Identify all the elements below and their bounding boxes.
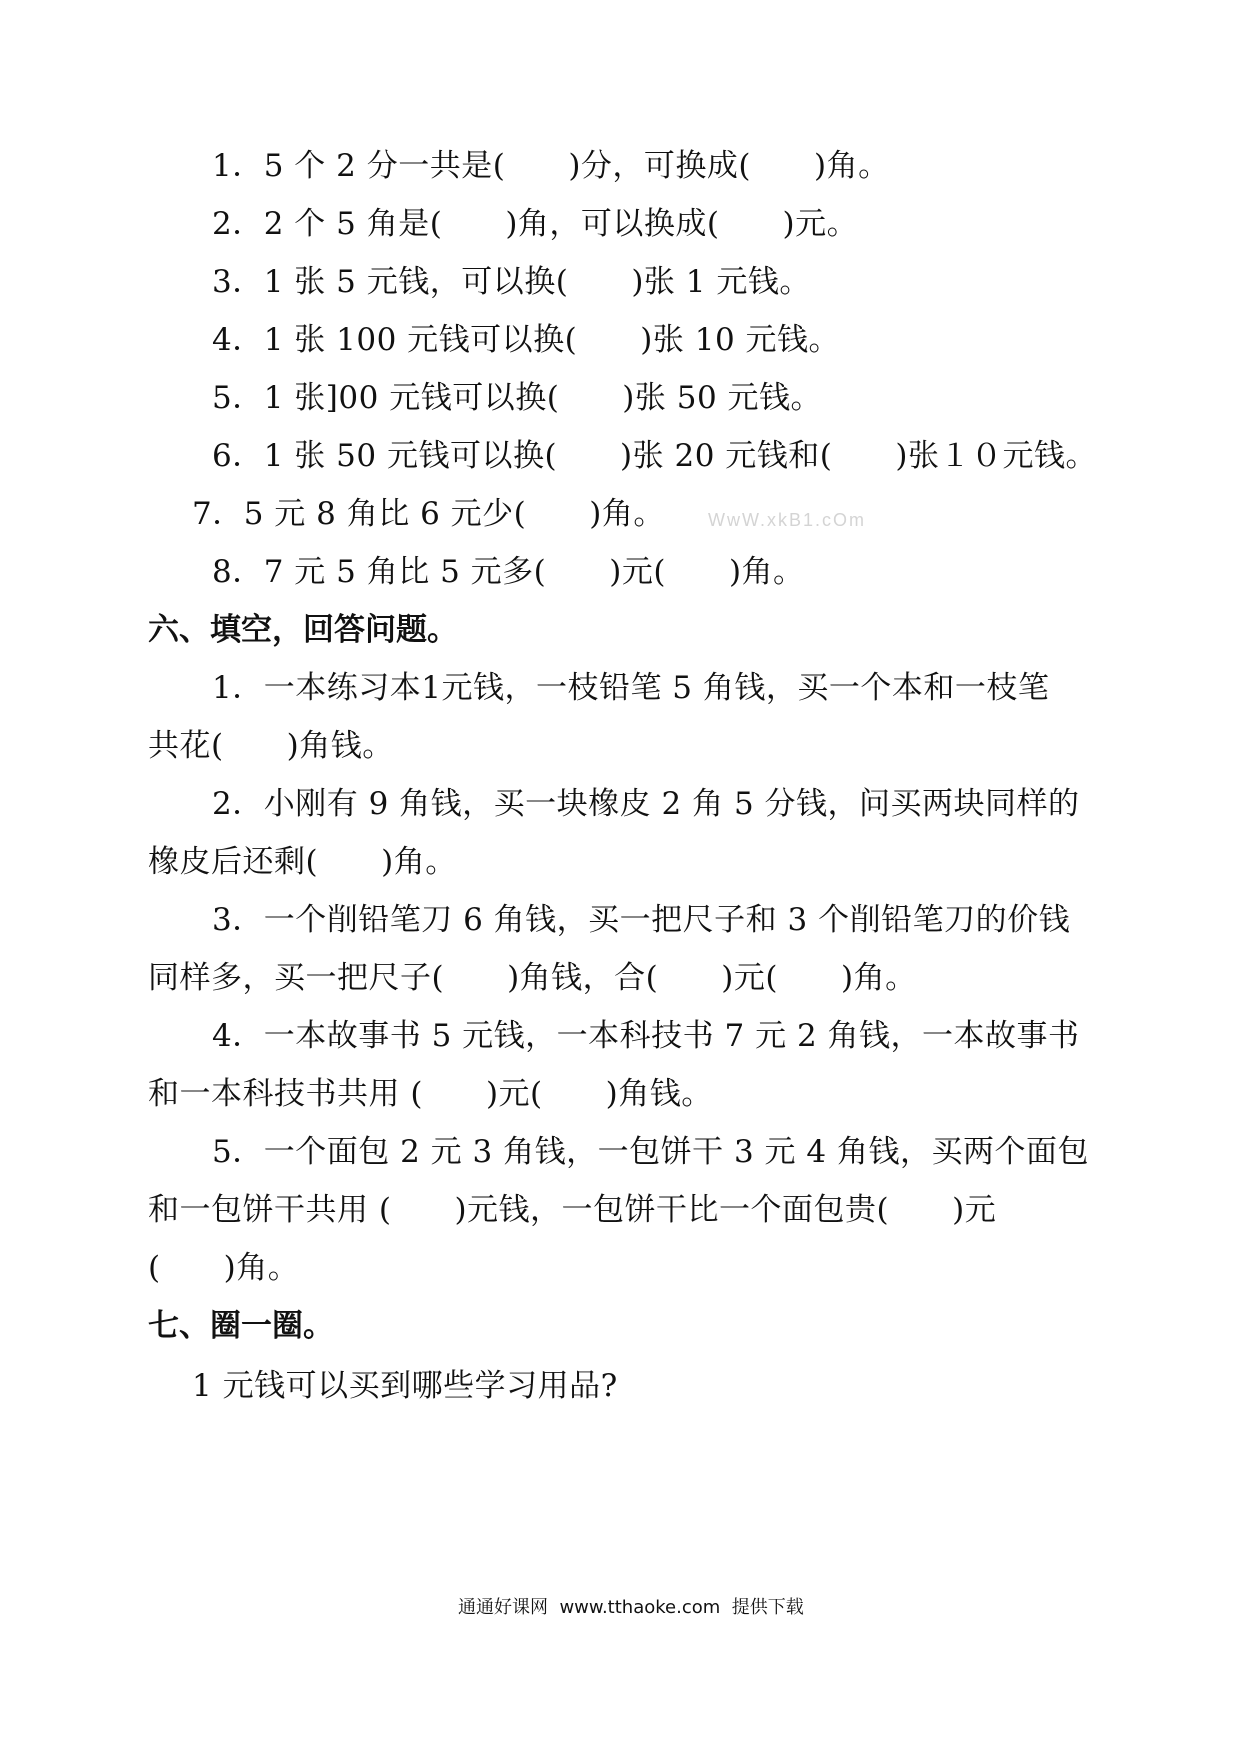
page-footer: 通通好课网 www.tthaoke.com 提供下载 — [458, 1597, 804, 1618]
s5-item-6: 6．1 张 50 元钱可以换( )张 20 元钱和( )张１０元钱。 — [212, 438, 1097, 474]
s6-line-3: 2．小刚有 9 角钱，买一块橡皮 2 角 5 分钱，问买两块同样的 — [212, 786, 1080, 822]
s6-line-9: 5．一个面包 2 元 3 角钱，一包饼干 3 元 4 角钱，买两个面包 — [212, 1134, 1089, 1170]
s6-line-11: ( )角。 — [148, 1250, 300, 1286]
s5-item-3: 3．1 张 5 元钱，可以换( )张 1 元钱。 — [212, 264, 811, 300]
s7-question: 1 元钱可以买到哪些学习用品? — [192, 1368, 618, 1404]
s5-item-7: 7．5 元 8 角比 6 元少( )角。 — [192, 496, 665, 532]
s6-line-1: 1．一本练习本1元钱，一枝铅笔 5 角钱，买一个本和一枝笔 — [212, 670, 1050, 706]
section-6-heading: 六、填空，回答问题。 — [148, 612, 458, 648]
section-7-heading: 七、圈一圈。 — [148, 1308, 334, 1344]
s6-line-2: 共花( )角钱。 — [148, 728, 394, 764]
s6-line-10: 和一包饼干共用 ( )元钱，一包饼干比一个面包贵( )元 — [148, 1192, 997, 1228]
s5-item-1: 1．5 个 2 分一共是( )分，可换成( )角。 — [212, 148, 890, 184]
s6-line-8: 和一本科技书共用 ( )元( )角钱。 — [148, 1076, 713, 1112]
s5-item-5: 5．1 张]00 元钱可以换( )张 50 元钱。 — [212, 380, 823, 416]
s6-line-4: 橡皮后还剩( )角。 — [148, 844, 457, 880]
s5-item-8: 8．7 元 5 角比 5 元多( )元( )角。 — [212, 554, 805, 590]
s5-item-2: 2．2 个 5 角是( )角，可以换成( )元。 — [212, 206, 859, 242]
s6-line-7: 4．一本故事书 5 元钱，一本科技书 7 元 2 角钱，一本故事书 — [212, 1018, 1080, 1054]
s6-line-6: 同样多，买一把尺子( )角钱，合( )元( )角。 — [148, 960, 917, 996]
s6-line-5: 3．一个削铅笔刀 6 角钱，买一把尺子和 3 个削铅笔刀的价钱 — [212, 902, 1071, 938]
watermark: WwW.xkB1.cOm — [708, 510, 866, 530]
s5-item-4: 4．1 张 100 元钱可以换( )张 10 元钱。 — [212, 322, 841, 358]
